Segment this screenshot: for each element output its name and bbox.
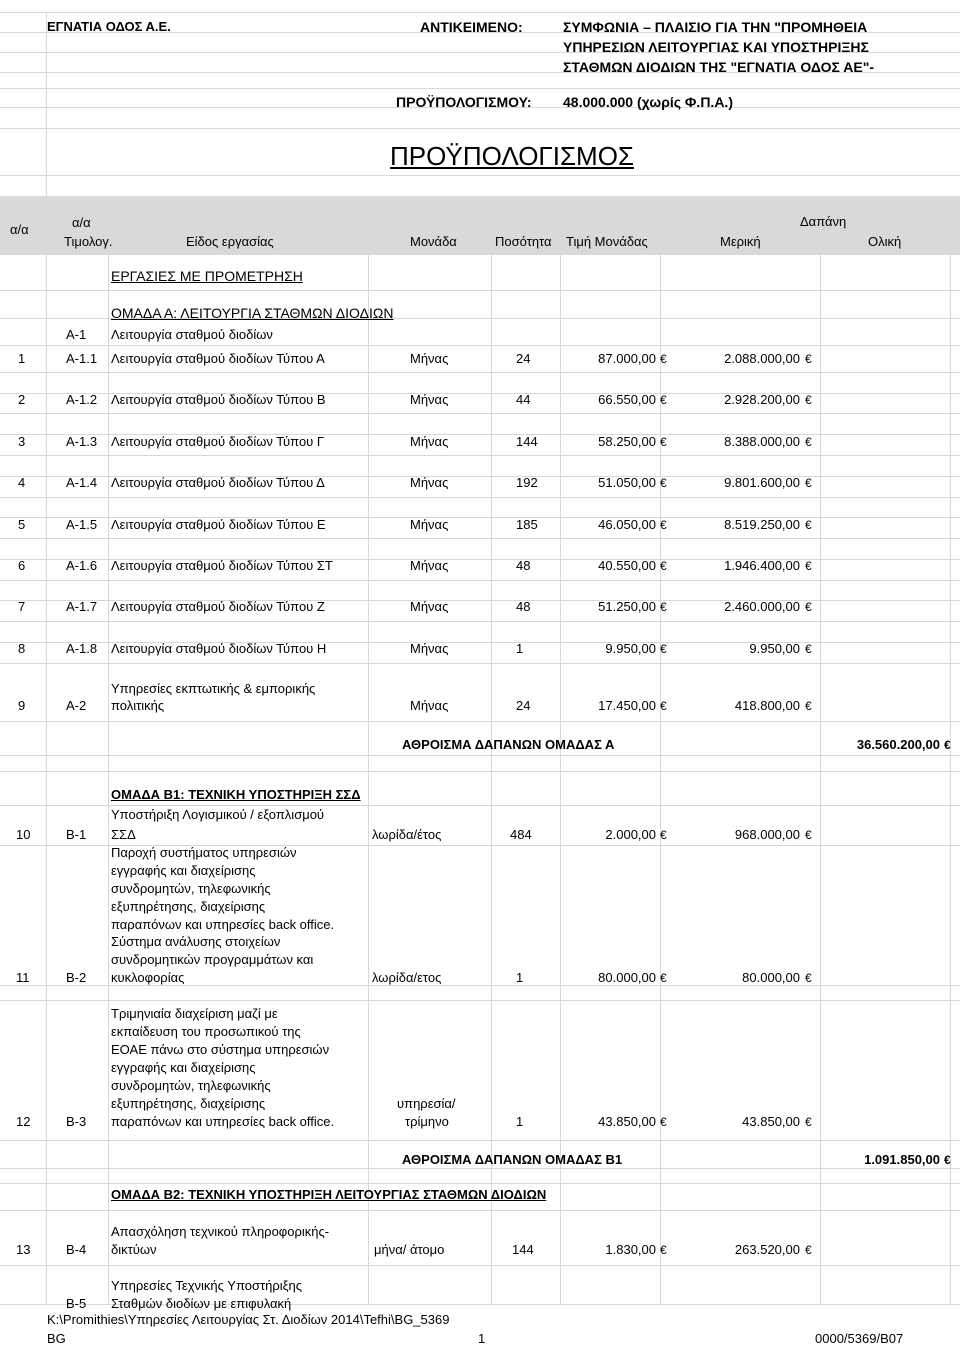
col-header-aa: α/α <box>10 222 29 237</box>
col-header-total: Ολική <box>868 234 902 249</box>
col-header-aa-tim-2: Τιμολογ. <box>64 234 113 249</box>
grid-line <box>0 755 960 756</box>
row-unit: Μήνας <box>410 351 449 366</box>
euro-icon: € <box>805 1115 812 1129</box>
grid-line <box>0 254 960 255</box>
row11-partial: 80.000,00 <box>742 970 800 985</box>
row12-desc-4: εγγραφής και διαχείρισης <box>111 1060 256 1075</box>
row10-price: 2.000,00 <box>605 827 656 842</box>
row12-desc-3: ΕΟΑΕ πάνω στο σύστημα υπηρεσιών <box>111 1042 330 1057</box>
row11-desc-4: εξυπηρέτησης, διαχείρισης <box>111 899 266 914</box>
row-quantity: 44 <box>516 392 531 407</box>
row-unit-price: 9.950,00 <box>605 641 656 656</box>
col-header-price: Τιμή Μονάδας <box>566 234 648 249</box>
row13-partial: 263.520,00 <box>734 1242 800 1257</box>
euro-icon: € <box>660 828 667 842</box>
row-description: Λειτουργία σταθμού διοδίων Τύπου Α <box>111 351 325 366</box>
row12-desc-5: συνδρομητών, τηλεφωνικής <box>111 1078 271 1093</box>
row10-unit: λωρίδα/έτος <box>372 827 442 842</box>
row13-code: Β-4 <box>66 1242 87 1257</box>
row-partial-cost: 9.801.600,00 <box>724 475 800 490</box>
row12-code: Β-3 <box>66 1114 87 1129</box>
section-b1-sum-label: ΑΘΡΟΙΣΜΑ ΔΑΠΑΝΩΝ ΟΜΑΔΑΣ Β1 <box>402 1152 623 1167</box>
sub-title: Λειτουργία σταθμού διοδίων <box>111 327 273 342</box>
row-code: Α-1.4 <box>66 475 98 490</box>
row13-qty: 144 <box>512 1242 534 1257</box>
grid-line <box>0 1265 960 1266</box>
row-number: 8 <box>18 641 26 656</box>
object-line-3: ΣΤΑΘΜΩΝ ΔΙΟΔΙΩΝ ΤΗΣ "ΕΓΝΑΤΙΑ ΟΔΟΣ ΑΕ"- <box>563 59 875 75</box>
euro-icon: € <box>805 518 812 532</box>
row10-desc-2: ΣΣΔ <box>111 827 136 842</box>
object-line-2: ΥΠΗΡΕΣΙΩΝ ΛΕΙΤΟΥΡΓΙΑΣ ΚΑΙ ΥΠΟΣΤΗΡΙΞΗΣ <box>563 39 869 55</box>
row13-desc-1: Απασχόληση τεχνικού πληροφορικής- <box>111 1224 330 1239</box>
col-header-partial: Μερική <box>720 234 761 249</box>
section-a-group: ΟΜΑΔΑ Α: ΛΕΙΤΟΥΡΓΙΑ ΣΤΑΘΜΩΝ ΔΙΟΔΙΩΝ <box>111 305 394 321</box>
grid-line <box>0 372 960 373</box>
col-header-cost: Δαπάνη <box>800 214 847 229</box>
row-description: Λειτουργία σταθμού διοδίων Τύπου ΣΤ <box>111 558 333 573</box>
row9-no: 9 <box>18 698 26 713</box>
row-code: Α-1.2 <box>66 392 98 407</box>
row11-desc-3: συνδρομητών, τηλεφωνικής <box>111 881 271 896</box>
euro-icon: € <box>805 828 812 842</box>
row14-code: Β-5 <box>66 1296 87 1311</box>
euro-icon: € <box>805 435 812 449</box>
euro-icon: € <box>660 600 667 614</box>
col-header-unit: Μονάδα <box>410 234 457 249</box>
row-description: Λειτουργία σταθμού διοδίων Τύπου Β <box>111 392 326 407</box>
row12-partial: 43.850,00 <box>742 1114 800 1129</box>
row9-desc-2: πολιτικής <box>111 698 165 713</box>
grid-line <box>0 663 960 664</box>
row-quantity: 48 <box>516 599 531 614</box>
row-number: 5 <box>18 517 26 532</box>
euro-icon: € <box>805 352 812 366</box>
row9-qty: 24 <box>516 698 531 713</box>
page-title: ΠΡΟΫΠΟΛΟΓΙΣΜΟΣ <box>390 141 634 171</box>
row-partial-cost: 8.388.000,00 <box>724 434 800 449</box>
grid-line <box>0 175 960 176</box>
row10-no: 10 <box>16 827 31 842</box>
row-unit: Μήνας <box>410 392 449 407</box>
euro-icon: € <box>660 1243 667 1257</box>
row-number: 1 <box>18 351 26 366</box>
row9-desc-1: Υπηρεσίες εκπτωτικής & εμπορικής <box>111 681 316 696</box>
grid-line <box>0 1183 960 1184</box>
object-label: ΑΝΤΙΚΕΙΜΕΝΟ: <box>420 19 523 35</box>
euro-icon: € <box>805 1243 812 1257</box>
row11-price: 80.000,00 <box>598 970 656 985</box>
row13-price: 1.830,00 <box>605 1242 656 1257</box>
row12-desc-6: εξυπηρέτησης, διαχείρισης <box>111 1096 266 1111</box>
row11-desc-5: παραπόνων και υπηρεσίες back office. <box>111 917 335 932</box>
row-partial-cost: 2.460.000,00 <box>724 599 800 614</box>
row10-code: Β-1 <box>66 827 87 842</box>
euro-icon: € <box>805 699 812 713</box>
row-description: Λειτουργία σταθμού διοδίων Τύπου Η <box>111 641 327 656</box>
row13-unit: μήνα/ άτομο <box>374 1242 445 1257</box>
row11-desc-8: κυκλοφορίας <box>111 970 185 985</box>
row11-no: 11 <box>16 970 30 985</box>
grid-line <box>0 88 960 89</box>
budget-value: 48.000.000 (χωρίς Φ.Π.Α.) <box>563 94 733 110</box>
grid-line <box>0 290 960 291</box>
row12-desc-1: Τριμηνιαία διαχείριση μαζί με <box>111 1006 278 1021</box>
row-quantity: 192 <box>516 475 538 490</box>
footer-left: BG <box>47 1331 66 1346</box>
col-header-aa-tim-1: α/α <box>72 215 91 230</box>
row11-code: Β-2 <box>66 970 87 985</box>
budget-label: ΠΡΟΫΠΟΛΟΓΙΣΜΟΥ: <box>396 94 532 110</box>
grid-line <box>0 771 960 772</box>
row-quantity: 24 <box>516 351 531 366</box>
row-unit: Μήνας <box>410 517 449 532</box>
row-number: 7 <box>18 599 26 614</box>
row-unit-price: 40.550,00 <box>598 558 656 573</box>
row12-desc-2: εκπαίδευση του προσωπικού της <box>111 1024 301 1039</box>
grid-line <box>0 345 960 346</box>
section-b2-group: ΟΜΑΔΑ Β2: ΤΕΧΝΙΚΗ ΥΠΟΣΤΗΡΙΞΗ ΛΕΙΤΟΥΡΓΙΑΣ ΣΤΑΘΜΩΝ ΔΙΟΔΙΩΝ <box>111 1187 547 1202</box>
row-description: Λειτουργία σταθμού διοδίων Τύπου Δ <box>111 475 325 490</box>
row13-no: 13 <box>16 1242 31 1257</box>
row9-partial: 418.800,00 <box>734 698 800 713</box>
row10-qty: 484 <box>510 827 532 842</box>
euro-icon: € <box>805 971 812 985</box>
grid-line <box>0 621 960 622</box>
grid-line <box>0 455 960 456</box>
row12-qty: 1 <box>516 1114 524 1129</box>
row-partial-cost: 8.519.250,00 <box>724 517 800 532</box>
grid-line <box>368 196 369 1304</box>
grid-line <box>0 1140 960 1141</box>
row-code: Α-1.6 <box>66 558 98 573</box>
euro-icon: € <box>805 600 812 614</box>
section-b1-group: ΟΜΑΔΑ Β1: ΤΕΧΝΙΚΗ ΥΠΟΣΤΗΡΙΞΗ ΣΣΔ <box>111 787 361 802</box>
row-unit: Μήνας <box>410 641 449 656</box>
row11-unit: λωρίδα/ετος <box>372 970 442 985</box>
euro-icon: € <box>805 559 812 573</box>
row-partial-cost: 2.928.200,00 <box>724 392 800 407</box>
row-unit: Μήνας <box>410 475 449 490</box>
grid-line <box>0 805 960 806</box>
euro-icon: € <box>660 642 667 656</box>
row12-no: 12 <box>16 1114 31 1129</box>
grid-line <box>0 580 960 581</box>
section-b1-sum-value: 1.091.850,00 <box>864 1152 940 1167</box>
company-name: ΕΓΝΑΤΙΑ ΟΔΟΣ Α.Ε. <box>47 19 171 34</box>
euro-icon: € <box>660 971 667 985</box>
row-description: Λειτουργία σταθμού διοδίων Τύπου Ε <box>111 517 326 532</box>
row-quantity: 48 <box>516 558 531 573</box>
row-unit-price: 51.050,00 <box>598 475 656 490</box>
row14-desc-2: Σταθμών διοδίων με επιφυλακή <box>111 1296 292 1311</box>
euro-icon: € <box>660 435 667 449</box>
row11-desc-7: συνδρομητικών προγραμμάτων και <box>111 952 314 967</box>
row-description: Λειτουργία σταθμού διοδίων Τύπου Ζ <box>111 599 325 614</box>
row-unit: Μήνας <box>410 558 449 573</box>
row9-code: Α-2 <box>66 698 87 713</box>
euro-icon: € <box>944 738 951 752</box>
euro-icon: € <box>944 1153 951 1167</box>
row-number: 2 <box>18 392 26 407</box>
row-number: 3 <box>18 434 26 449</box>
row11-desc-6: Σύστημα ανάλυσης στοιχείων <box>111 934 281 949</box>
row10-partial: 968.000,00 <box>734 827 800 842</box>
section-a-sum-label: ΑΘΡΟΙΣΜΑ ΔΑΠΑΝΩΝ ΟΜΑΔΑΣ Α <box>402 737 615 752</box>
row13-desc-2: δικτύων <box>111 1242 157 1257</box>
euro-icon: € <box>660 1115 667 1129</box>
euro-icon: € <box>805 476 812 490</box>
row-number: 6 <box>18 558 26 573</box>
euro-icon: € <box>660 559 667 573</box>
grid-line <box>0 1168 960 1169</box>
grid-line <box>0 12 960 13</box>
row11-qty: 1 <box>516 970 524 985</box>
euro-icon: € <box>805 642 812 656</box>
row-code: Α-1.1 <box>66 351 98 366</box>
footer-page-number: 1 <box>478 1331 486 1346</box>
row9-price: 17.450,00 <box>598 698 656 713</box>
row10-desc-1: Υποστήριξη Λογισμικού / εξοπλισμού <box>111 807 325 822</box>
row11-desc-2: εγγραφής και διαχείρισης <box>111 863 256 878</box>
object-line-1: ΣΥΜΦΩΝΙΑ – ΠΛΑΙΣΙΟ ΓΙΑ ΤΗΝ "ΠΡΟΜΗΘΕΙΑ <box>563 19 868 35</box>
row12-unit-2: τρίμηνο <box>405 1114 449 1129</box>
row-partial-cost: 1.946.400,00 <box>724 558 800 573</box>
grid-line <box>0 538 960 539</box>
row11-desc-1: Παροχή συστήματος υπηρεσιών <box>111 845 297 860</box>
euro-icon: € <box>660 476 667 490</box>
euro-icon: € <box>660 699 667 713</box>
sub-code: Α-1 <box>66 327 87 342</box>
row12-desc-7: παραπόνων και υπηρεσίες back office. <box>111 1114 335 1129</box>
col-header-kind: Είδος εργασίας <box>186 234 274 249</box>
row-partial-cost: 2.088.000,00 <box>724 351 800 366</box>
section-a-sum-value: 36.560.200,00 <box>856 737 940 752</box>
grid-line <box>0 413 960 414</box>
euro-icon: € <box>660 393 667 407</box>
footer-ref: 0000/5369/B07 <box>815 1331 904 1346</box>
grid-line <box>0 721 960 722</box>
row-unit-price: 66.550,00 <box>598 392 656 407</box>
row12-unit-1: υπηρεσία/ <box>397 1096 456 1111</box>
row-code: Α-1.3 <box>66 434 98 449</box>
row-description: Λειτουργία σταθμού διοδίων Τύπου Γ <box>111 434 325 449</box>
row-unit: Μήνας <box>410 599 449 614</box>
grid-line <box>0 128 960 129</box>
row-unit-price: 58.250,00 <box>598 434 656 449</box>
row-code: Α-1.5 <box>66 517 98 532</box>
grid-line <box>0 1210 960 1211</box>
row-unit: Μήνας <box>410 434 449 449</box>
grid-line <box>108 196 109 1304</box>
footer-path: K:\Promithies\Υπηρεσίες Λειτουργίας Στ. Διοδίων 2014\Tefhi\BG_5369 <box>47 1312 450 1327</box>
row9-unit: Μήνας <box>410 698 449 713</box>
grid-line <box>0 497 960 498</box>
row-quantity: 1 <box>516 641 524 656</box>
row-code: Α-1.7 <box>66 599 98 614</box>
euro-icon: € <box>805 393 812 407</box>
row-unit-price: 87.000,00 <box>598 351 656 366</box>
row-quantity: 144 <box>516 434 538 449</box>
grid-line <box>0 1000 960 1001</box>
col-header-qty: Ποσότητα <box>495 234 552 249</box>
row-quantity: 185 <box>516 517 538 532</box>
section-a-heading: ΕΡΓΑΣΙΕΣ ΜΕ ΠΡΟΜΕΤΡΗΣΗ <box>111 268 303 284</box>
row-number: 4 <box>18 475 26 490</box>
row-unit-price: 51.250,00 <box>598 599 656 614</box>
row-partial-cost: 9.950,00 <box>749 641 800 656</box>
row14-desc-1: Υπηρεσίες Τεχνικής Υποστήριξης <box>111 1278 302 1293</box>
euro-icon: € <box>660 352 667 366</box>
row-code: Α-1.8 <box>66 641 98 656</box>
row12-price: 43.850,00 <box>598 1114 656 1129</box>
euro-icon: € <box>660 518 667 532</box>
row-unit-price: 46.050,00 <box>598 517 656 532</box>
